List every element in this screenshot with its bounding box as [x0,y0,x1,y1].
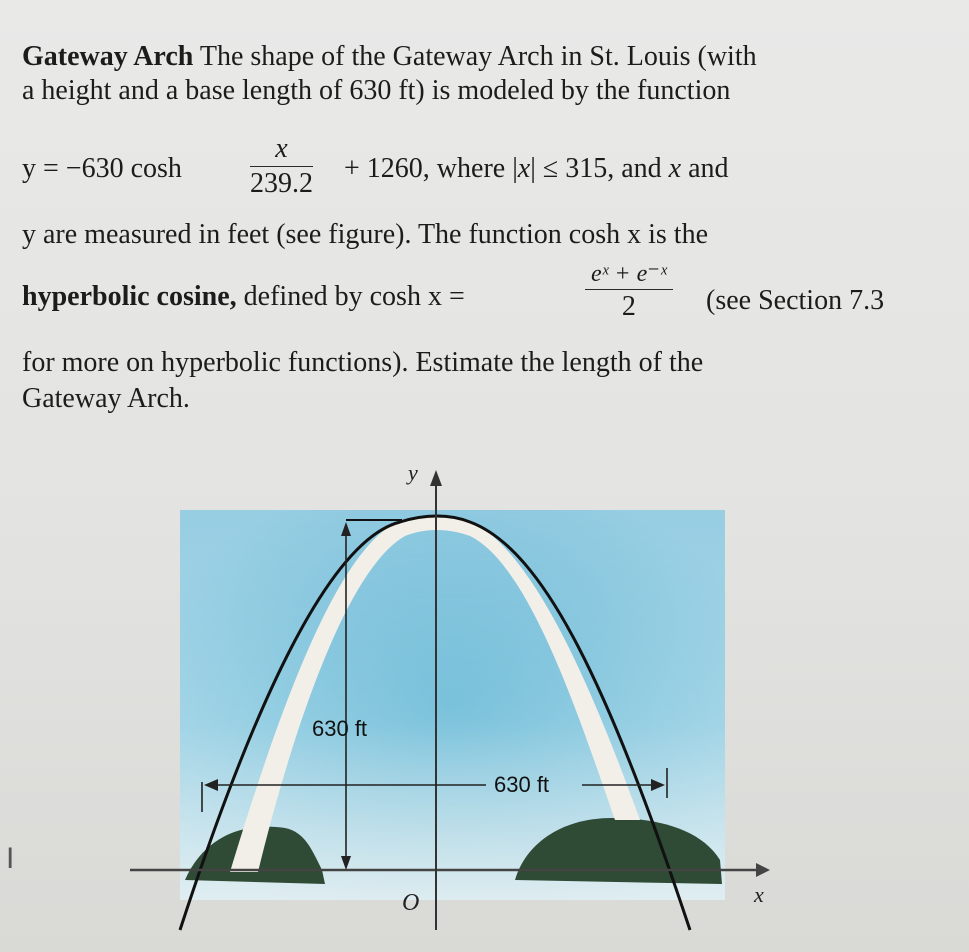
equation-rhs-part-c: and [681,153,729,184]
y-axis-label: y [408,460,418,485]
problem-line-1-text: The shape of the Gateway Arch in St. Louis (with [193,41,757,72]
gateway-arch-figure [0,440,969,952]
equation-lhs-text: y = −630 cosh [22,153,182,184]
equation-rhs [344,152,729,186]
equation-rhs-x: x [517,153,531,184]
problem-line-5 [22,280,465,314]
equation-rhs-part-b: | ≤ 315, and [530,153,669,184]
page-edge-mark: I [6,842,15,875]
problem-line-2: a height and a base length of 630 ft) is modeled by the function [22,75,731,106]
problem-line-4: y are measured in feet (see figure). The function cosh x is the [22,219,708,250]
arch-diagram [0,440,969,952]
height-label: 630 ft [312,716,368,741]
equation-rhs-part-a: + 1260, where | [344,153,518,184]
cosh-fraction-numerator: eˣ + e⁻ˣ [591,261,667,287]
x-axis-label: x [754,882,764,907]
y-axis-arrowhead [430,470,442,486]
problem-line-6: for more on hyperbolic functions). Estimate the length of the [22,347,704,378]
problem-title: Gateway Arch [22,41,194,72]
term-hyperbolic-cosine: hyperbolic cosine, [22,281,237,312]
problem-line-5-text: defined by cosh x = [236,281,465,312]
cosh-fraction-denominator: 2 [621,291,636,323]
origin-label: O [402,890,420,916]
problem-line-5-after: (see Section 7.3 [706,285,885,316]
equation-rhs-x2: x [668,153,682,184]
problem-line-1 [22,40,757,74]
equation-fraction-denominator: 239.2 [250,168,313,200]
equation-fraction [250,132,313,201]
equation-fraction-numerator: x [275,133,288,164]
base-label: 630 ft [494,772,550,797]
cosh-fraction [585,260,673,324]
problem-line-7: Gateway Arch. [22,383,190,414]
x-axis-arrowhead [756,863,770,877]
equation-lhs [22,152,182,186]
